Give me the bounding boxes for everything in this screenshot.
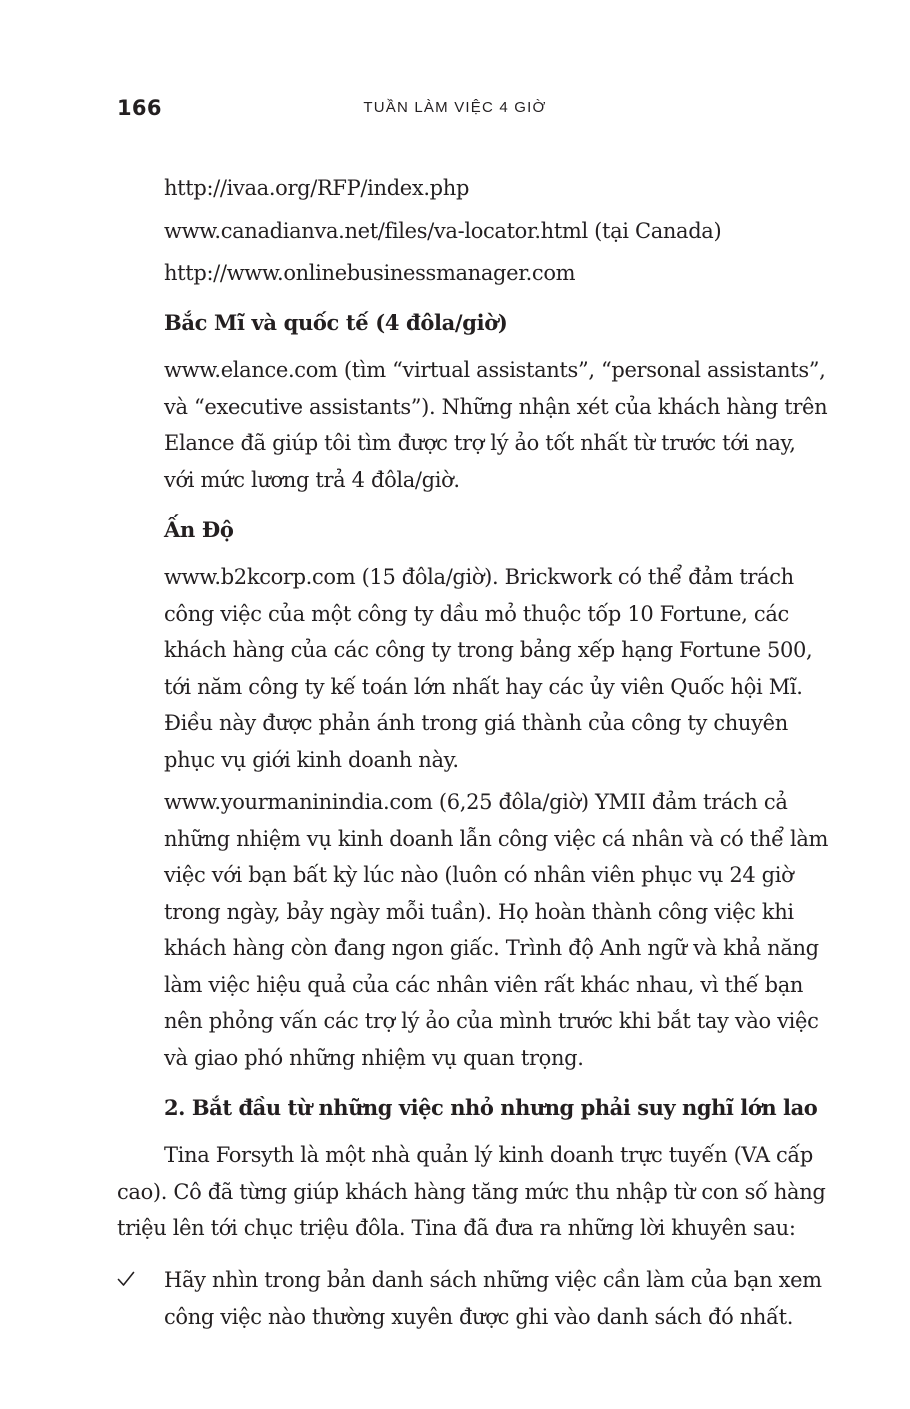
paragraph-line: khách hàng của các công ty trong bảng xếp hạng Fortune 500,	[164, 638, 813, 662]
paragraph-line: tới năm công ty kế toán lớn nhất hay các ủy viên Quốc hội Mĩ.	[164, 674, 803, 699]
paragraph-line: triệu lên tới chục triệu đôla. Tina đã đưa ra những lời khuyên sau:	[117, 1216, 796, 1240]
paragraph-line: công việc nào thường xuyên được ghi vào danh sách đó nhất.	[164, 1304, 794, 1329]
paragraph-line: làm việc hiệu quả của các nhân viên rất khác nhau, vì thế bạn	[164, 972, 804, 997]
paragraph-b2kcorp	[164, 559, 813, 778]
paragraph-line: Hãy nhìn trong bản danh sách những việc cần làm của bạn xem	[164, 1268, 822, 1292]
paragraph-line: cao). Cô đã từng giúp khách hàng tăng mức thu nhập từ con số hàng	[117, 1179, 826, 1204]
page-number: 166	[117, 96, 162, 120]
link-list	[164, 170, 794, 292]
link-onlinebusinessmanager: http://www.onlinebusinessmanager.com	[164, 261, 576, 285]
paragraph-line: www.b2kcorp.com (15 đôla/giờ). Brickwork có thể đảm trách	[164, 565, 794, 589]
paragraph-line: www.yourmaninindia.com (6,25 đôla/giờ) YMII đảm trách cả	[164, 790, 788, 814]
link-ivaa: http://ivaa.org/RFP/index.php	[164, 176, 470, 200]
link-canadianva: www.canadianva.net/files/va-locator.html (tại Canada)	[164, 218, 722, 243]
paragraph-line: Elance đã giúp tôi tìm được trợ lý ảo tốt nhất từ trước tới nay,	[164, 431, 796, 455]
checklist-item-text	[164, 1262, 822, 1335]
paragraph-yourmaninindia	[164, 784, 829, 1076]
heading-north-america-text: Bắc Mĩ và quốc tế (4 đôla/giờ)	[164, 310, 508, 335]
running-head	[0, 99, 910, 116]
paragraph-line: việc với bạn bất kỳ lúc nào (luôn có nhân viên phục vụ 24 giờ	[164, 863, 794, 887]
paragraph-elance	[164, 352, 828, 498]
heading-india-text: Ấn Độ	[164, 517, 234, 542]
paragraph-line: công việc của một công ty dầu mỏ thuộc tốp 10 Fortune, các	[164, 601, 789, 626]
paragraph-line: nên phỏng vấn các trợ lý ảo của mình trước khi bắt tay vào việc	[164, 1009, 819, 1033]
section-heading-2: 2. Bắt đầu từ những việc nhỏ nhưng phải suy nghĩ lớn lao	[164, 1095, 818, 1120]
paragraph-line: khách hàng còn đang ngon giấc. Trình độ Anh ngữ và khả năng	[164, 936, 819, 960]
paragraph-tina-forsyth	[117, 1137, 826, 1247]
paragraph-line: và giao phó những nhiệm vụ quan trọng.	[164, 1045, 584, 1070]
checkmark-icon	[117, 1270, 135, 1288]
paragraph-line: trong ngày, bảy ngày mỗi tuần). Họ hoàn thành công việc khi	[164, 899, 794, 924]
heading-north-america	[164, 305, 794, 342]
paragraph-line: Điều này được phản ánh trong giá thành của công ty chuyên	[164, 711, 788, 735]
heading-india	[164, 512, 794, 549]
paragraph-line: và “executive assistants”). Những nhận xét của khách hàng trên	[164, 394, 828, 419]
paragraph-line: www.elance.com (tìm “virtual assistants”, “personal assistants”,	[164, 358, 826, 382]
paragraph-line: phục vụ giới kinh doanh này.	[164, 747, 459, 772]
paragraph-line: những nhiệm vụ kinh doanh lẫn công việc cá nhân và có thể làm	[164, 826, 829, 851]
running-head-text: TUẦN LÀM VIỆC 4 GIỜ	[363, 99, 547, 116]
paragraph-line: Tina Forsyth là một nhà quản lý kinh doanh trực tuyến (VA cấp	[164, 1143, 813, 1167]
paragraph-line: với mức lương trả 4 đôla/giờ.	[164, 467, 460, 492]
